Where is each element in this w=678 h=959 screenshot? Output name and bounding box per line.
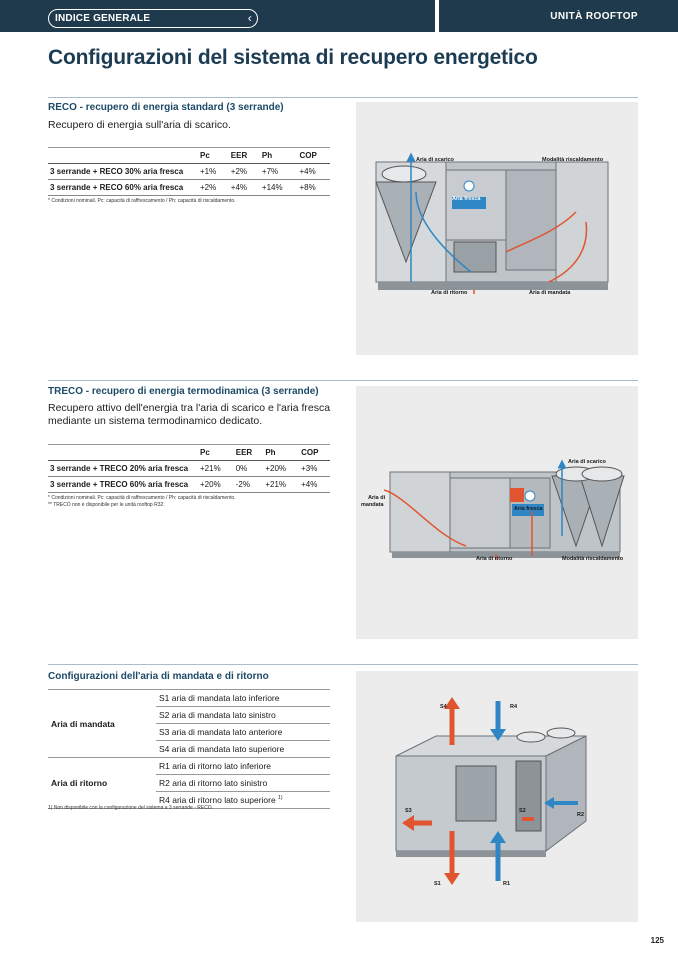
label-aria-mandata-line1: Aria di (368, 495, 386, 501)
row-label: 3 serrande + RECO 60% aria fresca (48, 180, 198, 196)
table-row (48, 690, 330, 707)
col-header-ph: Ph (260, 148, 298, 164)
col-header (48, 445, 198, 461)
flow-heading: Configurazioni dell'aria di mandata e di ritorno (48, 671, 269, 682)
col-header-eer: EER (234, 445, 264, 461)
row-label: 3 serrande + TRECO 60% aria fresca (48, 477, 198, 493)
cell-eer: 0% (234, 461, 264, 477)
cell-cop: +4% (299, 477, 330, 493)
cell-pc: +21% (198, 461, 234, 477)
cell-pc: +20% (198, 477, 234, 493)
index-button[interactable] (48, 9, 258, 28)
treco-footnote-1: * Condizioni nominali. Pc: capacità di raffrescamento / Ph: capacità di riscaldamento. (48, 495, 236, 501)
col-header-pc: Pc (198, 445, 234, 461)
treco-heading: TRECO - recupero di energia termodinamica (3 serrande) (48, 386, 319, 397)
col-header-ph: Ph (263, 445, 299, 461)
treco-diagram (356, 386, 638, 639)
reco-heading: RECO - recupero di energia standard (3 serrande) (48, 102, 284, 113)
list-item: S2 aria di mandata lato sinistro (156, 707, 330, 724)
chevron-left-icon: ‹ (247, 11, 252, 25)
list-item: R2 aria di ritorno lato sinistro (156, 775, 330, 792)
section-divider (48, 664, 638, 665)
list-item: S1 aria di mandata lato inferiore (156, 690, 330, 707)
reco-diagram (356, 102, 638, 355)
treco-footnote-2: ** TRECO non è disponibile per le unità rooftop R32. (48, 502, 165, 508)
label-aria-fresca: Aria fresca (452, 196, 481, 202)
cell-ph: +7% (260, 164, 298, 180)
cell-ph: +21% (263, 477, 299, 493)
flow-unit-illustration (356, 671, 638, 922)
list-item: S4 aria di mandata lato superiore (156, 741, 330, 758)
table-row (48, 461, 330, 477)
cell-ph: +14% (260, 180, 298, 196)
col-header (48, 148, 198, 164)
reco-unit-illustration (356, 102, 638, 355)
label-r2: R2 (577, 812, 585, 818)
label-aria-ritorno: Aria di ritorno (431, 290, 468, 296)
row-label: 3 serrande + TRECO 20% aria fresca (48, 461, 198, 477)
label-aria-scarico: Aria di scarico (568, 459, 606, 465)
table-row (48, 164, 330, 180)
label-aria-mandata: Aria di mandata (529, 290, 571, 296)
cell-eer: +4% (229, 180, 260, 196)
cell-ph: +20% (263, 461, 299, 477)
label-aria-ritorno: Aria di ritorno (476, 556, 513, 562)
page-title: Configurazioni del sistema di recupero energetico (48, 46, 538, 69)
section-label: UNITÀ ROOFTOP (550, 11, 638, 22)
row-label: 3 serrande + RECO 30% aria fresca (48, 164, 198, 180)
top-header-bar (0, 0, 678, 32)
cell-pc: +1% (198, 164, 229, 180)
flow-footnote: 1) Non disponibile con la configurazione del sistema a 3 serrande - RECO. (48, 805, 214, 811)
label-s4: S4 (440, 704, 447, 710)
group-label-mandata: Aria di mandata (48, 690, 156, 758)
index-label: INDICE GENERALE (55, 13, 151, 24)
section-divider (48, 380, 638, 381)
table-row (48, 180, 330, 196)
list-item: S3 aria di mandata lato anteriore (156, 724, 330, 741)
page-number: 125 (650, 936, 664, 945)
cell-cop: +4% (298, 164, 331, 180)
reco-description: Recupero di energia sull'aria di scarico. (48, 119, 231, 131)
label-aria-mandata-line2: mandata (361, 502, 384, 508)
treco-unit-illustration (356, 386, 638, 639)
header-divider (435, 0, 439, 32)
label-modalita-riscaldamento: Modalità riscaldamento (542, 157, 604, 163)
list-item-text: R4 aria di ritorno lato superiore (159, 795, 276, 805)
treco-performance-table (48, 444, 330, 493)
reco-performance-table (48, 147, 330, 196)
cell-cop: +3% (299, 461, 330, 477)
label-r1: R1 (503, 881, 511, 887)
label-modalita-riscaldamento: Modalità riscaldamento (562, 556, 624, 562)
col-header-cop: COP (299, 445, 330, 461)
flow-config-table (48, 689, 330, 809)
col-header-eer: EER (229, 148, 260, 164)
cell-pc: +2% (198, 180, 229, 196)
label-r4: R4 (510, 704, 518, 710)
label-s3: S3 (405, 808, 412, 814)
label-s2: S2 (519, 808, 526, 814)
table-row (48, 758, 330, 775)
cell-eer: -2% (234, 477, 264, 493)
treco-description: Recupero attivo dell'energia tra l'aria di scarico e l'aria fresca mediante un sistema termodinamico dedicato. (48, 402, 331, 427)
table-row (48, 477, 330, 493)
footnote-ref: 1) (278, 795, 283, 802)
reco-footnote: * Condizioni nominali. Pc: capacità di raffrescamento / Ph: capacità di riscaldamento. (48, 198, 236, 204)
list-item: R1 aria di ritorno lato inferiore (156, 758, 330, 775)
label-aria-scarico: Aria di scarico (416, 157, 454, 163)
col-header-pc: Pc (198, 148, 229, 164)
label-aria-fresca: Aria fresca (514, 506, 543, 512)
col-header-cop: COP (298, 148, 331, 164)
cell-cop: +8% (298, 180, 331, 196)
label-s1: S1 (434, 881, 441, 887)
group-label-ritorno: Aria di ritorno (48, 758, 156, 809)
flow-diagram (356, 671, 638, 922)
section-divider (48, 97, 638, 98)
cell-eer: +2% (229, 164, 260, 180)
